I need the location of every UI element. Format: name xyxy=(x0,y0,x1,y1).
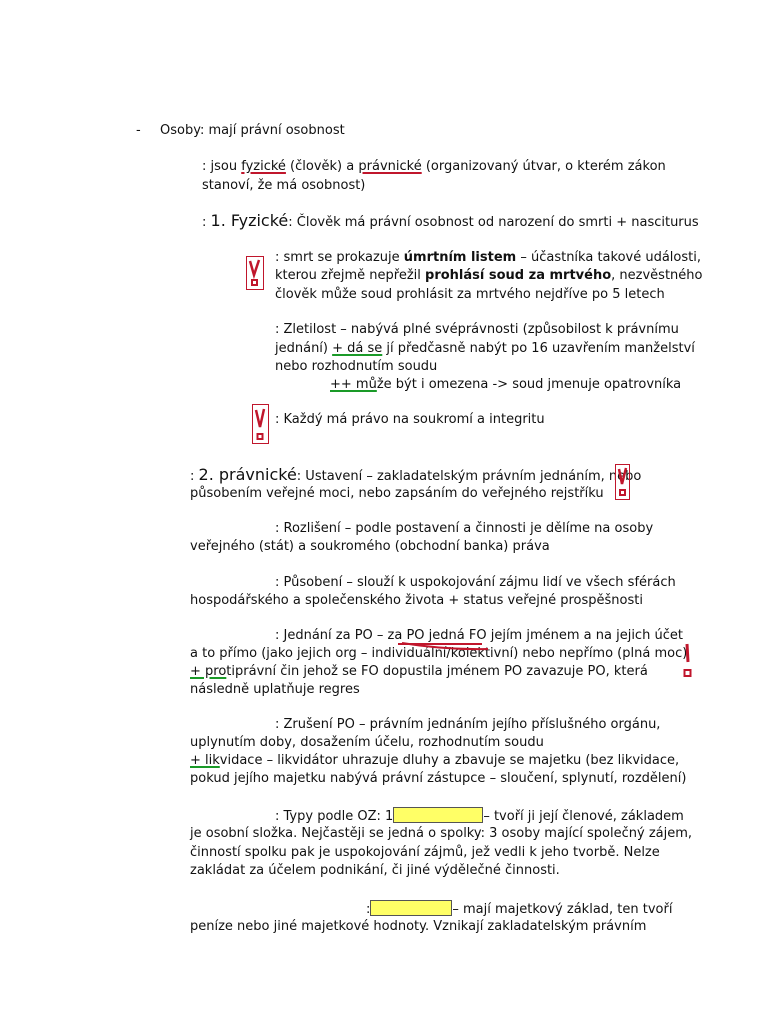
pravnicke-term: právnické xyxy=(358,159,422,174)
soukromi-line: : Každý má právo na soukromí a integritu xyxy=(275,412,545,427)
jednani-line-4: následně uplatňuje regres xyxy=(190,682,360,697)
intro-text-b: (člověk) a xyxy=(285,159,359,174)
fyzicke-heading: 1. Fyzické xyxy=(210,211,289,230)
smrt-text-c: – účastníka takové události, xyxy=(516,250,701,265)
typy-line-2: je osobní složka. Nejčastěji se jedná o spolky: 3 osoby mající společný zájem, xyxy=(190,826,693,841)
smrt-line-2 xyxy=(275,267,702,285)
highlight-box xyxy=(370,900,452,916)
zruseni-line-4: pokud jejího majetku nabývá právní zástupce – sloučení, splynutí, rozdělení) xyxy=(190,771,687,786)
po-jedna-fo-term: PO jedná FO xyxy=(406,628,487,643)
pravnicke-text: : Ustavení – zakladatelským právním jednáním, nebo xyxy=(296,469,642,484)
zletilost-text-4b: že být i omezena -> soud jmenuje opatrovníka xyxy=(376,377,682,392)
zletilost-line-2 xyxy=(275,340,695,358)
jednani-text-3b: tiprávní čin jehož se FO dopustila jménem PO zavazuje PO, která xyxy=(226,664,648,679)
exclamation-mark-icon xyxy=(246,256,264,290)
jednani-text-a: : Jednání za PO – za xyxy=(275,628,407,643)
rozliseni-line-1: : Rozlišení – podle postavení a činnosti je dělíme na osoby xyxy=(275,521,654,536)
pravnicke-prefix: : xyxy=(190,469,199,484)
smrt-text-2a: kterou zřejmě nepřežil xyxy=(275,268,426,283)
pravnicke-heading-line xyxy=(190,466,641,486)
smrt-line-3: člověk může soud prohlásit za mrtvého nejdříve po 5 letech xyxy=(275,287,665,302)
da-se-term: + dá se xyxy=(332,341,383,356)
fyzicke-prefix: : xyxy=(202,215,211,230)
zruseni-line-3 xyxy=(190,752,679,770)
protipravni-mark: + pro xyxy=(190,664,227,679)
pravnicke-line-2: působením veřejné moci, nebo zapsáním do veřejného rejstříku xyxy=(190,486,604,501)
omezena-mark: ++ mů xyxy=(330,377,377,392)
jednani-text-c: jejím jménem a na jejich účet xyxy=(486,628,683,643)
intro-line-2: stanoví, že má osobnost) xyxy=(202,178,366,193)
bullet-dash: - xyxy=(136,123,141,138)
pusobeni-line-1: : Působení – slouží k uspokojování zájmu lidí ve všech sférách xyxy=(275,575,676,590)
likvidace-mark: + lik xyxy=(190,753,220,768)
nadace-text-b: – mají majetkový základ, ten tvoří xyxy=(452,902,673,917)
intro-text-a: : jsou xyxy=(202,159,242,174)
zletilost-line-1: : Zletilost – nabývá plné svéprávnosti (způsobilost k právnímu xyxy=(275,322,679,337)
smrt-text-a: : smrt se prokazuje xyxy=(275,250,404,265)
typy-text-a: : Typy podle OZ: 1 xyxy=(275,809,394,824)
bullet-text: Osoby: mají právní osobnost xyxy=(160,123,345,138)
zruseni-line-1: : Zrušení PO – právním jednáním jejího příslušného orgánu, xyxy=(275,717,661,732)
zletilost-text-a: jednání) xyxy=(275,341,333,356)
typy-text-b: – tvoří ji její členové, základem xyxy=(483,809,684,824)
nadace-line-2: peníze nebo jiné majetkové hodnoty. Vznikají zakladatelským právním xyxy=(190,919,647,934)
prohlasi-soud-term: prohlásí soud za mrtvého xyxy=(425,268,612,283)
jednani-line-2: a to přímo (jako jejich org – individuální/kolektivní) nebo nepřímo (plná moc) xyxy=(190,646,688,661)
zletilost-line-3: nebo rozhodnutím soudu xyxy=(275,359,438,374)
jednani-line-3 xyxy=(190,663,648,681)
pusobeni-line-2: hospodářského a společenského života + status veřejné prospěšnosti xyxy=(190,593,643,608)
nadace-text-a: : xyxy=(366,902,371,917)
rozliseni-line-2: veřejného (stát) a soukromého (obchodní banka) práva xyxy=(190,539,550,554)
smrt-line-1 xyxy=(275,249,701,267)
fyzicke-text: : Člověk má právní osobnost od narození do smrti + nasciturus xyxy=(288,215,699,230)
zruseni-text-3b: vidace – likvidátor uhrazuje dluhy a zbavuje se majetku (bez likvidace, xyxy=(219,753,680,768)
red-strike-stroke xyxy=(400,640,492,652)
zletilost-line-4 xyxy=(330,376,681,394)
typy-line-4: zakládat za účelem podnikání, či jiné výdělečné činnosti. xyxy=(190,863,560,878)
fyzicke-term: fyzické xyxy=(241,159,286,174)
umrtni-list-term: úmrtním listem xyxy=(403,250,517,265)
nadace-line-1 xyxy=(366,900,672,919)
highlight-box xyxy=(393,807,483,823)
pravnicke-heading: 2. právnické xyxy=(198,465,297,484)
intro-line-1 xyxy=(202,158,666,176)
exclamation-mark-icon xyxy=(615,464,630,500)
fyzicke-heading-line xyxy=(202,212,699,232)
exclamation-mark-icon xyxy=(682,642,694,680)
zruseni-line-2: uplynutím doby, dosažením účelu, rozhodnutím soudu xyxy=(190,735,544,750)
exclamation-mark-icon xyxy=(252,404,269,444)
smrt-text-2c: , nezvěstného xyxy=(611,268,703,283)
intro-text-c: (organizovaný útvar, o kterém zákon xyxy=(421,159,666,174)
zletilost-text-c: jí předčasně nabýt po 16 uzavřením manželství xyxy=(382,341,695,356)
typy-line-1 xyxy=(275,807,684,826)
typy-line-3: činností spolku pak je uspokojování zájmů, jež vedli k jeho tvorbě. Nelze xyxy=(190,845,660,860)
